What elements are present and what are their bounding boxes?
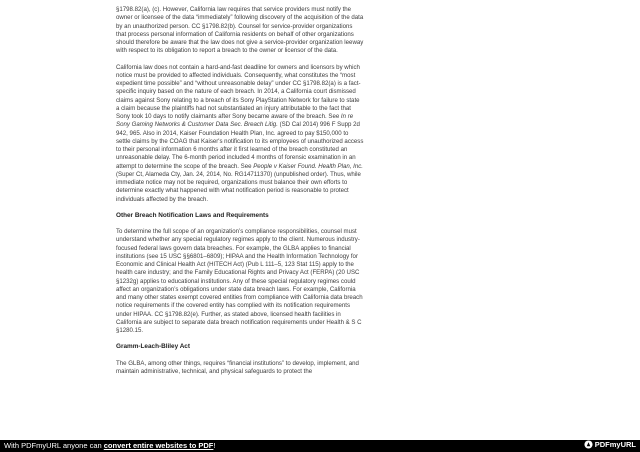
paragraph-4: The GLBA, among other things, requires “financial institutions” to develop, implement, and maintain administrative, technical, and physical safeguards to protect the xyxy=(116,359,359,375)
brand-name: PDFmyURL xyxy=(594,440,636,449)
document-body xyxy=(116,6,364,384)
footer-prefix: With PDFmyURL anyone can xyxy=(4,441,104,450)
paragraph-1: §1798.82(a), (c). However, California law requires that service providers must notify the owner or licensee of the data “immediately” following discovery of the acquisition of the data by an unauthorized person. CC §1798.82(b). Counsel for service-provider organizations that process personal information of California residents on behalf of other organizations should therefore be aware that the law does not give a service-provider organization leeway with respect to its obligation to report a breach to the owner or licensor of the data. xyxy=(116,6,364,55)
footer-suffix: ! xyxy=(213,441,216,450)
footer-banner xyxy=(0,440,640,452)
paragraph-2 xyxy=(116,64,364,204)
paragraph-2-text-a: California law does not contain a hard-and-fast deadline for owners and licensors by which notice must be provided to affected individuals. Consequently, what constitutes the “most expedient time possible” and “without unreasonable delay” under CC §1798.82(a) is a fact-specific inquiry based on the nature of each breach. In 2014, a California court dismissed claims against Sony relating to a breach of its Sony PlayStation Network for failure to state a claim because the plaintiffs had not substantiated an injury attributable to the fact that Sony took 10 days to notify claimants after Sony became aware of the breach. See xyxy=(116,63,361,120)
pdfmyurl-logo[interactable] xyxy=(584,440,636,449)
case-citation-kaiser: People v Kaiser Found. Health Plan, Inc. xyxy=(253,162,363,170)
section-heading-breach-laws: Other Breach Notification Laws and Requirements xyxy=(116,211,269,219)
paragraph-3: To determine the full scope of an organization’s compliance responsibilities, counsel must understand whether any special regulatory regimes apply to the client. Numerous industry-focused federal laws govern data breaches. For example, the GLBA applies to financial institutions (see 15 USC §§6801–6809); HIPAA and the Health Information Technology for Economic and Clinical Health Act (HITECH Act) (Pub L 111–5, 123 Stat 115) apply to the health care industry; and the Family Educational Rights and Privacy Act (FERPA) (20 USC §1232g) applies to educational institutions. Any of these special regulatory regimes could affect an organization’s obligations under state data breach laws. For example, California and many other states exempt covered entities from compliance with California data breach notice requirements if the covered entity has complied with its notification requirements under HIPAA. CC §1798.82(e). Further, as stated above, licensed health facilities in California are subject to separate data breach notification requirements under Health & S C §1280.15. xyxy=(116,228,363,334)
convert-websites-link[interactable]: convert entire websites to PDF xyxy=(103,441,214,450)
case-citation-sony: In re Sony Gaming Networks & Customer Data Sec. Breach Litig. xyxy=(116,113,354,129)
section-heading-glba: Gramm-Leach-Bliley Act xyxy=(116,343,190,351)
paragraph-2-text-b: (SD Cal 2014) 996 F Supp 2d 942, 965. Also in 2014, Kaiser Foundation Health Plan, Inc. agreed to pay $150,000 to settle claims by the COAG that Kaiser's notification to its employees of unauthorized access to their personal information 6 months after it first learned of the breach constituted an unreasonable delay. The 6-month period included 4 months of forensic examination in an attempt to determine the scope of the breach. See xyxy=(116,121,364,170)
footer-text xyxy=(4,441,215,450)
pdfmyurl-logo-icon xyxy=(584,440,593,449)
paragraph-2-text-c: (Super Ct, Alameda Cty, Jan. 24, 2014, No. RG14711370) (unpublished order). Thus, while immediate notice may not be required, organizations must balance their own efforts to determine exactly what happened with what notification period is reasonable to protect individuals affected by the breach. xyxy=(116,170,361,203)
